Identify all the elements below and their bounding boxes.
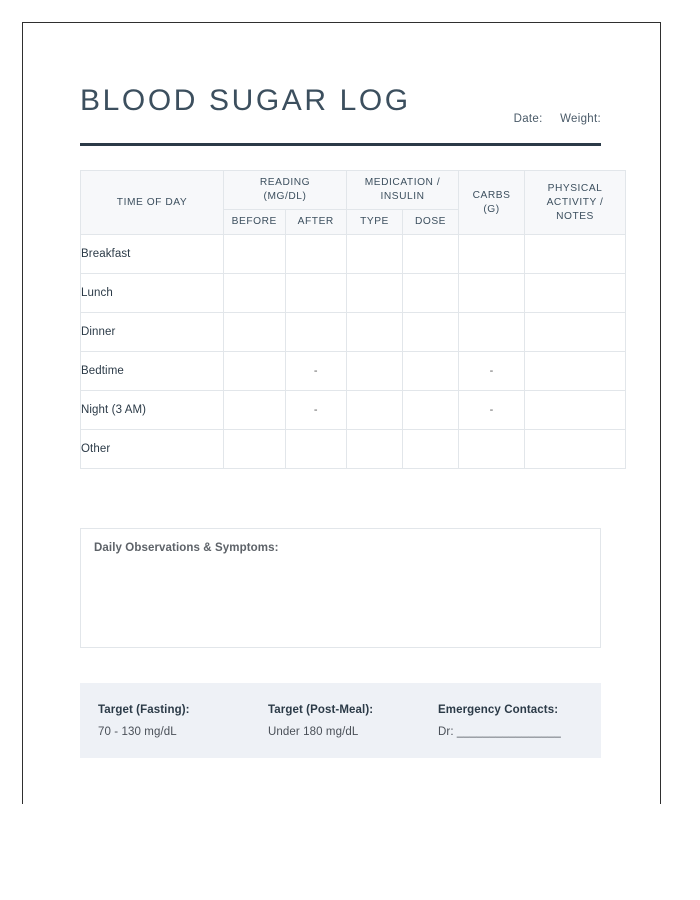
column-header-reading-group	[224, 171, 347, 210]
cell-type-5[interactable]	[347, 430, 403, 469]
cell-dose-4[interactable]	[403, 391, 459, 430]
reading-group-line1: READING	[259, 177, 311, 188]
footer-column-emergency-contacts	[438, 702, 561, 740]
row-label-1: Lunch	[81, 274, 224, 313]
cell-after-2[interactable]	[285, 313, 347, 352]
table-row	[81, 391, 626, 430]
cell-dose-3[interactable]	[403, 352, 459, 391]
row-label-3: Bedtime	[81, 352, 224, 391]
column-header-before: BEFORE	[224, 210, 286, 235]
page-title: BLOOD SUGAR LOG	[80, 84, 411, 117]
document-header	[80, 82, 601, 152]
cell-before-4[interactable]	[224, 391, 286, 430]
cell-after-3[interactable]: -	[285, 352, 347, 391]
cell-after-1[interactable]	[285, 274, 347, 313]
cell-carbs-4[interactable]: -	[459, 391, 525, 430]
cell-after-0[interactable]	[285, 235, 347, 274]
cell-before-5[interactable]	[224, 430, 286, 469]
cell-after-4[interactable]: -	[285, 391, 347, 430]
medication-group-line2: INSULIN	[380, 191, 425, 202]
column-header-time-of-day: TIME OF DAY	[81, 171, 224, 235]
column-header-type: TYPE	[347, 210, 403, 235]
footer-value-emergency-contact-doctor[interactable]: Dr: ________________	[438, 726, 561, 738]
row-label-5: Other	[81, 430, 224, 469]
cell-before-2[interactable]	[224, 313, 286, 352]
column-header-medication-group	[347, 171, 459, 210]
daily-observations-box[interactable]	[80, 528, 601, 648]
cell-notes-3[interactable]	[525, 352, 626, 391]
footer-value-target-post-meal: Under 180 mg/dL	[268, 726, 359, 738]
table-row	[81, 313, 626, 352]
reading-group-line2: (MG/DL)	[263, 191, 307, 202]
table-row	[81, 235, 626, 274]
cell-type-0[interactable]	[347, 235, 403, 274]
cell-dose-1[interactable]	[403, 274, 459, 313]
medication-group-line1: MEDICATION /	[364, 177, 441, 188]
cell-before-0[interactable]	[224, 235, 286, 274]
footer-value-target-fasting: 70 - 130 mg/dL	[98, 726, 177, 738]
weight-field-label[interactable]: Weight:	[560, 113, 601, 125]
cell-notes-0[interactable]	[525, 235, 626, 274]
reference-info-band	[80, 683, 601, 758]
table-row	[81, 430, 626, 469]
footer-heading-target-post-meal: Target (Post-Meal):	[268, 704, 374, 716]
cell-after-5[interactable]	[285, 430, 347, 469]
cell-dose-5[interactable]	[403, 430, 459, 469]
notes-line2: ACTIVITY /	[546, 196, 604, 208]
notes-line3: NOTES	[556, 210, 594, 222]
date-field-label[interactable]: Date:	[513, 113, 543, 125]
footer-column-target-post-meal	[268, 702, 373, 740]
footer-heading-emergency-contacts: Emergency Contacts:	[438, 704, 559, 716]
column-header-dose: DOSE	[403, 210, 459, 235]
notes-line1: PHYSICAL	[547, 182, 603, 194]
row-label-4: Night (3 AM)	[81, 391, 224, 430]
row-label-2: Dinner	[81, 313, 224, 352]
footer-heading-target-fasting: Target (Fasting):	[98, 704, 190, 716]
meta-fields	[514, 113, 601, 125]
column-header-carbs	[459, 171, 525, 235]
cell-carbs-0[interactable]	[459, 235, 525, 274]
cell-type-4[interactable]	[347, 391, 403, 430]
cell-notes-1[interactable]	[525, 274, 626, 313]
cell-before-1[interactable]	[224, 274, 286, 313]
table-row	[81, 352, 626, 391]
column-header-activity-notes	[525, 171, 626, 235]
cell-carbs-1[interactable]	[459, 274, 525, 313]
cell-notes-2[interactable]	[525, 313, 626, 352]
cell-dose-2[interactable]	[403, 313, 459, 352]
header-row-top	[81, 171, 626, 210]
carbs-line1: CARBS	[472, 189, 511, 201]
table-head	[81, 171, 626, 235]
footer-column-target-fasting	[98, 702, 190, 740]
row-label-0: Breakfast	[81, 235, 224, 274]
cell-carbs-5[interactable]	[459, 430, 525, 469]
cell-notes-5[interactable]	[525, 430, 626, 469]
cell-type-1[interactable]	[347, 274, 403, 313]
title-divider	[80, 143, 601, 146]
column-header-after: AFTER	[285, 210, 347, 235]
cell-before-3[interactable]	[224, 352, 286, 391]
cell-carbs-3[interactable]: -	[459, 352, 525, 391]
table-row	[81, 274, 626, 313]
blood-sugar-log-table	[80, 170, 626, 469]
cell-notes-4[interactable]	[525, 391, 626, 430]
cell-type-3[interactable]	[347, 352, 403, 391]
cell-dose-0[interactable]	[403, 235, 459, 274]
carbs-line2: (G)	[483, 203, 500, 215]
cell-type-2[interactable]	[347, 313, 403, 352]
table-body	[81, 235, 626, 469]
cell-carbs-2[interactable]	[459, 313, 525, 352]
daily-observations-label: Daily Observations & Symptoms:	[94, 542, 279, 554]
